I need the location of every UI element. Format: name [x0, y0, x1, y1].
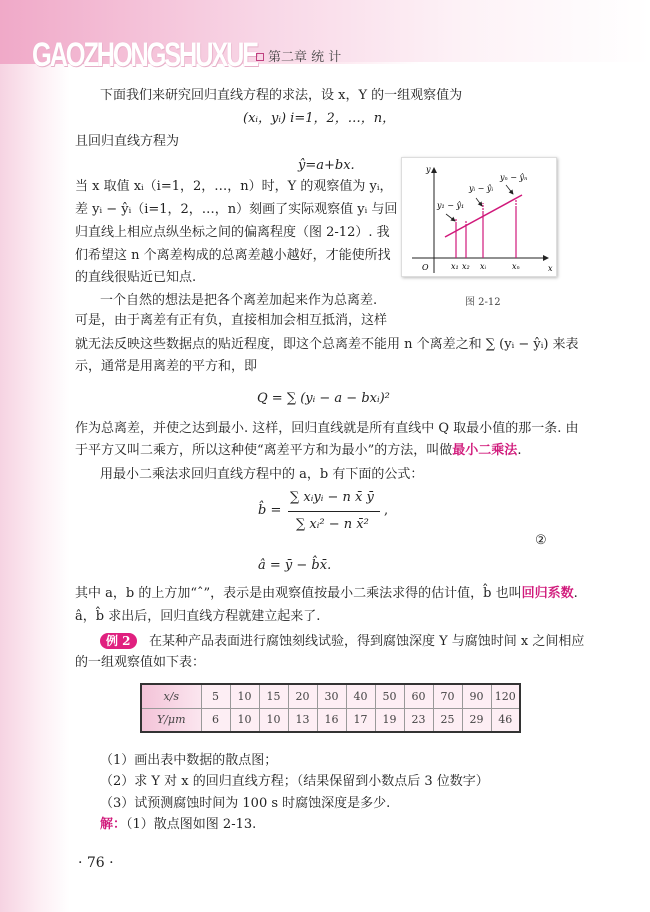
text-line: 差 yᵢ − ŷᵢ（i=1，2，…，n）刻画了实际观察值 yᵢ 与回: [75, 202, 398, 217]
term-least-squares: 最小二乘法: [452, 443, 518, 458]
fraction-bar: [288, 511, 380, 512]
origin-label: O: [422, 263, 429, 272]
figure-caption: 图 2-12: [465, 297, 501, 308]
text-line: 于平方又叫二乘方，所以这种使“离差平方和为最小”的方法，叫做最小二乘法.: [75, 443, 522, 458]
logo: GAOZHONGSHUXUE: [32, 36, 257, 74]
x2-label: x₂: [462, 262, 470, 271]
text-line: 的直线很贴近已知点.: [75, 270, 197, 285]
cell: 5: [201, 684, 230, 708]
text: 其中 a，b 的上方加“ˆ”，表示是由观察值按最小二乘法求得的估计值，b̂ 也叫: [75, 586, 522, 601]
example-badge: 例 2: [100, 633, 137, 649]
cell: 70: [433, 684, 462, 708]
math-line: ŷ=a+bx.: [298, 158, 355, 173]
table-row: [141, 684, 520, 708]
data-table: [140, 683, 521, 733]
formula-q: Q = ∑ (yᵢ − a − bxᵢ)²: [257, 391, 390, 406]
formula-b-lhs: b̂ =: [258, 503, 282, 518]
xi-label: xᵢ: [480, 262, 487, 271]
xn-label: xₙ: [512, 262, 520, 271]
text-line: 的一组观察值如下表：: [75, 655, 206, 670]
cell: 20: [288, 684, 317, 708]
y-label: y: [426, 165, 431, 174]
solution-line: [100, 817, 256, 833]
cell: 90: [462, 684, 491, 708]
chapter-text: 第二章 统 计: [268, 50, 342, 65]
text-line: 们希望这 n 个离差构成的总离差越小越好，才能使所找: [75, 248, 391, 263]
question-1: （1）画出表中数据的散点图；: [100, 753, 278, 768]
table-row: [141, 708, 520, 732]
d1-label: y₁ − ŷ₁: [437, 201, 465, 210]
cell: 29: [462, 708, 491, 732]
term-regression-coefficient: 回归系数: [521, 586, 574, 601]
cell: 40: [346, 684, 375, 708]
x1-label: x₁: [451, 262, 459, 271]
text: 在某种产品表面进行腐蚀刻线试验，得到腐蚀深度 Y 与腐蚀时间 x 之间相应: [148, 634, 585, 649]
question-3: （3）试预测腐蚀时间为 100 s 时腐蚀深度是多少.: [100, 796, 391, 811]
math-line: (xᵢ，yᵢ) i=1，2，…，n，: [243, 111, 396, 126]
cell: 10: [230, 684, 259, 708]
text-line: 且回归直线方程为: [75, 134, 180, 149]
formula-b-numerator: ∑ xᵢyᵢ − n x̄ ȳ: [290, 490, 374, 505]
cell: 6: [201, 708, 230, 732]
cell: 46: [491, 708, 520, 732]
row-header: Y/μm: [141, 708, 201, 732]
cell: 25: [433, 708, 462, 732]
di-label: yᵢ − ŷᵢ: [469, 184, 494, 193]
text-line: 示，通常是用离差的平方和，即: [75, 359, 258, 374]
text-line: 可是，由于离差有正有负，直接相加会相互抵消，这样: [75, 313, 388, 328]
row-header: x/s: [141, 684, 201, 708]
text-line: 下面我们来研究回归直线方程的求法，设 x，Y 的一组观察值为: [100, 88, 463, 103]
x-label: x: [548, 264, 553, 273]
cell: 16: [317, 708, 346, 732]
side-strip: [0, 0, 70, 912]
text: （1）散点图如图 2-13.: [126, 817, 257, 832]
text-line: â，b̂ 求出后，回归直线方程就建立起来了.: [75, 609, 321, 624]
square-icon: [256, 53, 264, 61]
cell: 17: [346, 708, 375, 732]
question-2: （2）求 Y 对 x 的回归直线方程；（结果保留到小数点后 3 位数字）: [100, 774, 489, 789]
page-number: · 76 ·: [78, 855, 114, 871]
cell: 13: [288, 708, 317, 732]
cell: 120: [491, 684, 520, 708]
chapter-title: [256, 46, 341, 65]
cell: 50: [375, 684, 404, 708]
cell: 30: [317, 684, 346, 708]
text-line: 归直线上相应点纵坐标之间的偏离程度（图 2-12）. 我: [75, 225, 390, 240]
deviation-lines: [456, 199, 516, 258]
dn-label: yₙ − ŷₙ: [500, 173, 528, 182]
text-line: 就无法反映这些数据点的贴近程度，即这个总离差不能用 n 个离差之和 ∑ (yᵢ − ŷᵢ) 来表: [75, 337, 579, 352]
text-line: 作为总离差，并使之达到最小. 这样，回归直线就是所有直线中 Q 取最小值的那一条. 由: [75, 421, 579, 436]
cell: 23: [404, 708, 433, 732]
cell: 60: [404, 684, 433, 708]
text-line: 其中 a，b 的上方加“ˆ”，表示是由观察值按最小二乘法求得的估计值，b̂ 也叫回归系数.: [75, 586, 578, 601]
equation-number: ②: [535, 533, 547, 548]
example-line: [100, 633, 584, 650]
cell: 10: [230, 708, 259, 732]
formula-b-denominator: ∑ xᵢ² − n x̄²: [296, 517, 369, 532]
cell: 10: [259, 708, 288, 732]
text: 于平方又叫二乘方，所以这种使“离差平方和为最小”的方法，叫做: [75, 443, 453, 458]
solution-label: 解：: [100, 817, 127, 832]
text-line: 一个自然的想法是把各个离差加起来作为总离差.: [100, 293, 378, 308]
cell: 15: [259, 684, 288, 708]
text-line: 用最小二乘法求回归直线方程中的 a，b 有下面的公式：: [100, 467, 424, 482]
figure-2-12: [401, 157, 557, 277]
formula-a: â = ȳ − b̂x̄.: [258, 558, 332, 573]
cell: 19: [375, 708, 404, 732]
text-line: 当 x 取值 xᵢ（i=1，2，…，n）时，Y 的观察值为 yᵢ，: [75, 179, 393, 194]
